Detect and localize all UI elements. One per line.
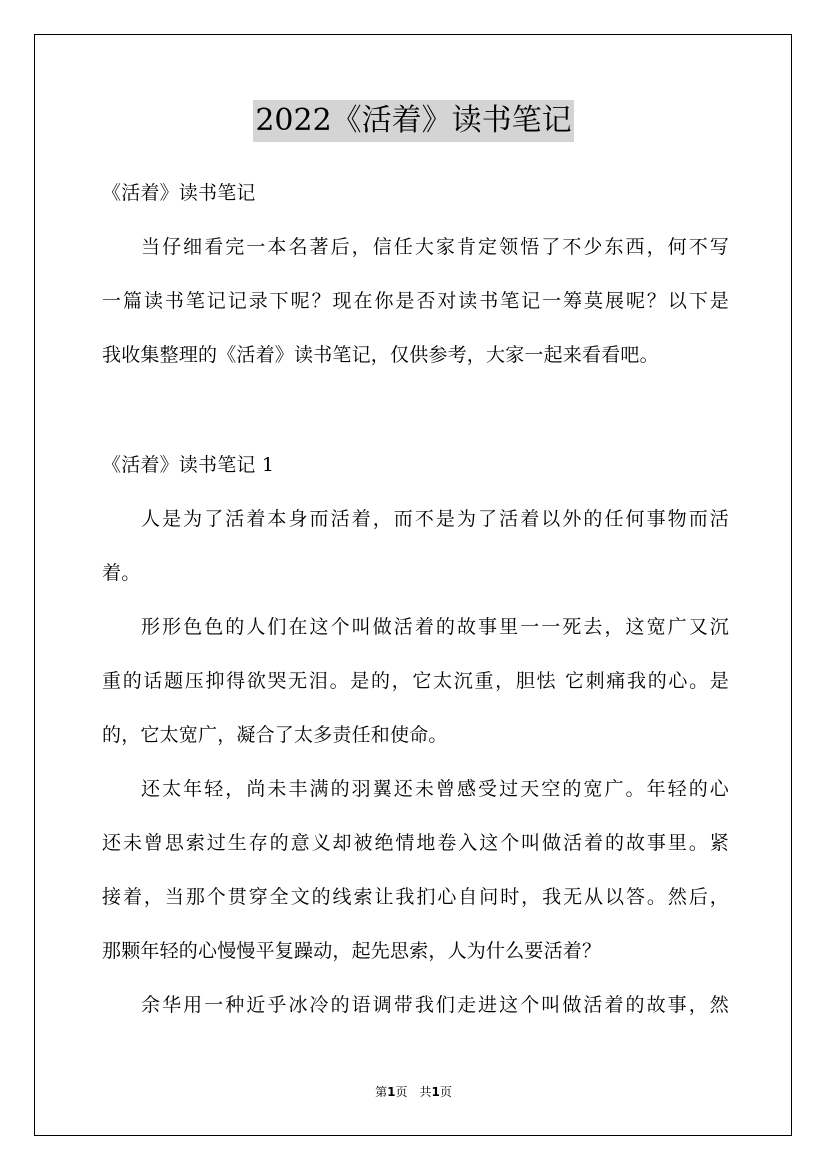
footer-total-pages: 1 <box>431 1085 440 1099</box>
body-line-10: 余华用一种近乎冰冷的语调带我们走进这个叫做活着的故事，然 <box>141 994 729 1016</box>
body-line-2: 着。 <box>102 562 141 584</box>
section-heading: 《活着》读书笔记 1 <box>102 454 275 476</box>
intro-heading: 《活着》读书笔记 <box>102 182 256 204</box>
footer-prefix: 第 <box>375 1085 388 1099</box>
body-line-7: 还未曾思索过生存的意义却被绝情地卷入这个叫做活着的故事里。紧 <box>102 832 729 854</box>
body-line-1: 人是为了活着本身而活着，而不是为了活着以外的任何事物而活 <box>141 508 729 530</box>
body-line-8: 接着，当那个贯穿全文的线索让我扪心自问时，我无从以答。然后， <box>102 886 729 908</box>
body-line-3: 形形色色的人们在这个叫做活着的故事里一一死去，这宽广又沉 <box>141 616 729 638</box>
page-footer <box>0 1083 827 1101</box>
title-container <box>0 100 827 142</box>
body-line-5: 的，它太宽广，凝合了太多责任和使命。 <box>102 724 448 746</box>
body-line-6: 还太年轻，尚未丰满的羽翼还未曾感受过天空的宽广。年轻的心 <box>141 778 729 800</box>
footer-suffix: 页 <box>439 1085 452 1099</box>
intro-line-3: 我收集整理的《活着》读书笔记，仅供参考，大家一起来看看吧。 <box>102 344 659 366</box>
footer-page-number: 1 <box>387 1085 396 1099</box>
intro-line-2: 一篇读书笔记记录下呢？现在你是否对读书笔记一筹莫展呢？以下是 <box>102 290 729 312</box>
document-title: 2022《活着》读书笔记 <box>253 100 573 142</box>
body-line-9: 那颗年轻的心慢慢平复躁动，起先思索，人为什么要活着？ <box>102 940 602 962</box>
footer-middle: 页 共 <box>395 1085 432 1099</box>
intro-line-1: 当仔细看完一本名著后，信任大家肯定领悟了不少东西，何不写 <box>141 236 729 258</box>
body-line-4: 重的话题压抑得欲哭无泪。是的，它太沉重，胆怯 它刺痛我的心。是 <box>102 670 729 692</box>
